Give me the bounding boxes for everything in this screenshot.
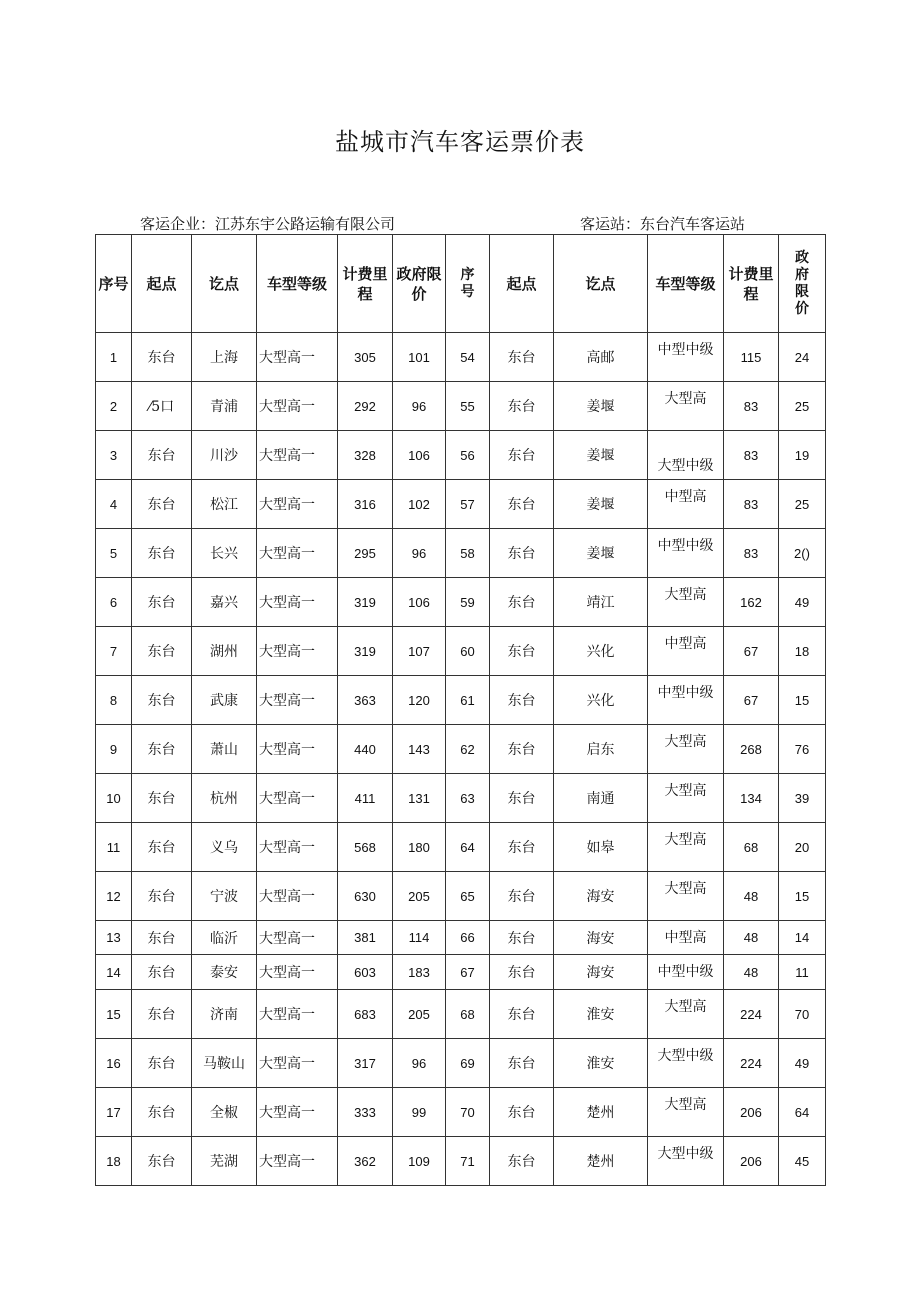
price-cell: 205 bbox=[393, 990, 446, 1039]
seq-cell: 4 bbox=[96, 480, 132, 529]
destination-cell: 义乌 bbox=[192, 823, 257, 872]
destination-cell: 萧山 bbox=[192, 725, 257, 774]
seq-cell: 13 bbox=[96, 921, 132, 955]
origin-cell-2: 东台 bbox=[490, 774, 554, 823]
origin-cell-2: 东台 bbox=[490, 1137, 554, 1186]
origin-cell: 东台 bbox=[132, 823, 192, 872]
header-destination-2: 讫点 bbox=[554, 235, 648, 333]
table-row bbox=[96, 1137, 826, 1186]
destination-cell-2: 楚州 bbox=[554, 1137, 648, 1186]
mileage-cell-2: 206 bbox=[724, 1088, 779, 1137]
table-row bbox=[96, 431, 826, 480]
origin-cell: 东台 bbox=[132, 872, 192, 921]
origin-cell-2: 东台 bbox=[490, 725, 554, 774]
destination-cell: 上海 bbox=[192, 333, 257, 382]
mileage-cell: 319 bbox=[338, 627, 393, 676]
destination-cell-2: 姜堰 bbox=[554, 382, 648, 431]
mileage-cell: 381 bbox=[338, 921, 393, 955]
grade-text: 大型高 bbox=[664, 881, 707, 897]
origin-cell-2: 东台 bbox=[490, 578, 554, 627]
mileage-cell-2: 83 bbox=[724, 431, 779, 480]
header-seq: 序号 bbox=[96, 235, 132, 333]
price-cell: 106 bbox=[393, 431, 446, 480]
seq-cell: 8 bbox=[96, 676, 132, 725]
grade-text: 中型中级 bbox=[657, 964, 714, 980]
price-cell-2: 20 bbox=[779, 823, 826, 872]
destination-cell-2: 淮安 bbox=[554, 1039, 648, 1088]
seq-cell: 5 bbox=[96, 529, 132, 578]
price-cell-2: 25 bbox=[779, 382, 826, 431]
header-seq-2: 序号 bbox=[446, 235, 490, 333]
destination-cell: 松江 bbox=[192, 480, 257, 529]
header-destination: 讫点 bbox=[192, 235, 257, 333]
seq-cell: 18 bbox=[96, 1137, 132, 1186]
origin-cell-2: 东台 bbox=[490, 823, 554, 872]
destination-cell-2: 楚州 bbox=[554, 1088, 648, 1137]
header-price: 政府限价 bbox=[393, 235, 446, 333]
seq-cell-2: 62 bbox=[446, 725, 490, 774]
mileage-cell: 630 bbox=[338, 872, 393, 921]
price-cell-2: 15 bbox=[779, 676, 826, 725]
table-row bbox=[96, 823, 826, 872]
destination-cell: 青浦 bbox=[192, 382, 257, 431]
origin-cell: 东台 bbox=[132, 921, 192, 955]
seq-cell-2: 71 bbox=[446, 1137, 490, 1186]
price-cell: 101 bbox=[393, 333, 446, 382]
mileage-cell-2: 83 bbox=[724, 382, 779, 431]
origin-cell-2: 东台 bbox=[490, 676, 554, 725]
grade-text: 大型高 bbox=[664, 832, 707, 848]
seq-cell: 2 bbox=[96, 382, 132, 431]
grade-text: 大型中级 bbox=[657, 458, 714, 474]
grade-cell-2 bbox=[648, 431, 724, 480]
destination-cell: 川沙 bbox=[192, 431, 257, 480]
destination-cell-2: 姜堰 bbox=[554, 529, 648, 578]
price-cell: 106 bbox=[393, 578, 446, 627]
mileage-cell-2: 48 bbox=[724, 872, 779, 921]
grade-cell-2 bbox=[648, 1039, 724, 1088]
destination-cell: 临沂 bbox=[192, 921, 257, 955]
destination-cell-2: 姜堰 bbox=[554, 480, 648, 529]
mileage-cell-2: 268 bbox=[724, 725, 779, 774]
origin-cell: 东台 bbox=[132, 333, 192, 382]
destination-cell: 宁波 bbox=[192, 872, 257, 921]
table-row bbox=[96, 333, 826, 382]
grade-cell-2 bbox=[648, 627, 724, 676]
grade-cell-2 bbox=[648, 872, 724, 921]
grade-cell-2 bbox=[648, 480, 724, 529]
origin-cell: 东台 bbox=[132, 725, 192, 774]
origin-cell: 东台 bbox=[132, 955, 192, 990]
seq-cell: 9 bbox=[96, 725, 132, 774]
seq-cell-2: 66 bbox=[446, 921, 490, 955]
origin-cell: 东台 bbox=[132, 627, 192, 676]
price-cell: 96 bbox=[393, 529, 446, 578]
seq-cell: 15 bbox=[96, 990, 132, 1039]
origin-cell-2: 东台 bbox=[490, 627, 554, 676]
table-row bbox=[96, 480, 826, 529]
table-row bbox=[96, 990, 826, 1039]
seq-cell-2: 64 bbox=[446, 823, 490, 872]
price-cell: 143 bbox=[393, 725, 446, 774]
origin-cell-2: 东台 bbox=[490, 955, 554, 990]
grade-cell: 大型高一 bbox=[257, 1088, 338, 1137]
price-cell-2: 49 bbox=[779, 578, 826, 627]
grade-cell-2 bbox=[648, 725, 724, 774]
mileage-cell: 362 bbox=[338, 1137, 393, 1186]
destination-cell: 济南 bbox=[192, 990, 257, 1039]
price-cell-2: 11 bbox=[779, 955, 826, 990]
grade-text: 中型高 bbox=[664, 930, 707, 946]
origin-cell-2: 东台 bbox=[490, 1088, 554, 1137]
destination-cell-2: 姜堰 bbox=[554, 431, 648, 480]
price-cell: 120 bbox=[393, 676, 446, 725]
destination-cell: 芜湖 bbox=[192, 1137, 257, 1186]
grade-cell: 大型高一 bbox=[257, 382, 338, 431]
seq-cell: 3 bbox=[96, 431, 132, 480]
mileage-cell-2: 162 bbox=[724, 578, 779, 627]
mileage-cell-2: 48 bbox=[724, 955, 779, 990]
price-cell-2: 76 bbox=[779, 725, 826, 774]
origin-cell-2: 东台 bbox=[490, 480, 554, 529]
destination-cell-2: 海安 bbox=[554, 921, 648, 955]
grade-cell: 大型高一 bbox=[257, 578, 338, 627]
mileage-cell: 305 bbox=[338, 333, 393, 382]
price-cell-2: 19 bbox=[779, 431, 826, 480]
destination-cell: 嘉兴 bbox=[192, 578, 257, 627]
header-origin: 起点 bbox=[132, 235, 192, 333]
mileage-cell: 568 bbox=[338, 823, 393, 872]
grade-cell-2 bbox=[648, 823, 724, 872]
table-row bbox=[96, 1088, 826, 1137]
mileage-cell-2: 48 bbox=[724, 921, 779, 955]
grade-cell-2 bbox=[648, 1137, 724, 1186]
destination-cell-2: 靖江 bbox=[554, 578, 648, 627]
mileage-cell-2: 134 bbox=[724, 774, 779, 823]
table-row bbox=[96, 774, 826, 823]
destination-cell-2: 淮安 bbox=[554, 990, 648, 1039]
mileage-cell: 333 bbox=[338, 1088, 393, 1137]
price-cell: 183 bbox=[393, 955, 446, 990]
price-cell-2: 39 bbox=[779, 774, 826, 823]
origin-cell: 东台 bbox=[132, 774, 192, 823]
grade-text: 大型中级 bbox=[657, 1146, 714, 1162]
seq-cell-2: 70 bbox=[446, 1088, 490, 1137]
origin-cell: 东台 bbox=[132, 1137, 192, 1186]
table-row bbox=[96, 1039, 826, 1088]
grade-cell: 大型高一 bbox=[257, 529, 338, 578]
seq-cell-2: 67 bbox=[446, 955, 490, 990]
grade-text: 大型高 bbox=[664, 587, 707, 603]
price-cell: 102 bbox=[393, 480, 446, 529]
mileage-cell: 440 bbox=[338, 725, 393, 774]
grade-cell: 大型高一 bbox=[257, 921, 338, 955]
destination-cell-2: 兴化 bbox=[554, 627, 648, 676]
grade-cell-2 bbox=[648, 774, 724, 823]
destination-cell-2: 启东 bbox=[554, 725, 648, 774]
grade-cell-2 bbox=[648, 955, 724, 990]
origin-cell: 东台 bbox=[132, 431, 192, 480]
seq-cell-2: 69 bbox=[446, 1039, 490, 1088]
table-row bbox=[96, 627, 826, 676]
seq-cell: 12 bbox=[96, 872, 132, 921]
seq-cell: 10 bbox=[96, 774, 132, 823]
origin-cell: 东台 bbox=[132, 480, 192, 529]
seq-cell-2: 63 bbox=[446, 774, 490, 823]
mileage-cell-2: 68 bbox=[724, 823, 779, 872]
seq-cell: 1 bbox=[96, 333, 132, 382]
seq-cell-2: 55 bbox=[446, 382, 490, 431]
origin-cell: 东台 bbox=[132, 676, 192, 725]
grade-cell: 大型高一 bbox=[257, 1039, 338, 1088]
mileage-cell-2: 67 bbox=[724, 627, 779, 676]
header-mileage-2: 计费里程 bbox=[724, 235, 779, 333]
price-cell: 109 bbox=[393, 1137, 446, 1186]
mileage-cell: 363 bbox=[338, 676, 393, 725]
station-label: 客运站：东台汽车客运站 bbox=[580, 215, 746, 233]
grade-text: 大型高 bbox=[664, 734, 707, 750]
destination-cell-2: 海安 bbox=[554, 872, 648, 921]
destination-cell-2: 海安 bbox=[554, 955, 648, 990]
grade-text: 大型中级 bbox=[657, 1048, 714, 1064]
price-cell-2: 70 bbox=[779, 990, 826, 1039]
grade-text: 大型高 bbox=[664, 391, 707, 407]
fare-table bbox=[95, 234, 826, 1186]
grade-cell-2 bbox=[648, 529, 724, 578]
price-cell: 180 bbox=[393, 823, 446, 872]
grade-text: 中型高 bbox=[664, 636, 707, 652]
destination-cell-2: 高邮 bbox=[554, 333, 648, 382]
mileage-cell: 603 bbox=[338, 955, 393, 990]
table-row bbox=[96, 955, 826, 990]
header-origin-2: 起点 bbox=[490, 235, 554, 333]
mileage-cell-2: 115 bbox=[724, 333, 779, 382]
origin-cell: 东台 bbox=[132, 578, 192, 627]
destination-cell-2: 如皋 bbox=[554, 823, 648, 872]
destination-cell: 马鞍山 bbox=[192, 1039, 257, 1088]
destination-cell: 武康 bbox=[192, 676, 257, 725]
grade-cell: 大型高一 bbox=[257, 333, 338, 382]
seq-cell-2: 61 bbox=[446, 676, 490, 725]
price-cell: 96 bbox=[393, 1039, 446, 1088]
grade-cell-2 bbox=[648, 333, 724, 382]
table-header-row bbox=[96, 235, 826, 333]
mileage-cell: 295 bbox=[338, 529, 393, 578]
table-row bbox=[96, 578, 826, 627]
price-cell-2: 49 bbox=[779, 1039, 826, 1088]
table-row bbox=[96, 725, 826, 774]
destination-cell: 长兴 bbox=[192, 529, 257, 578]
price-cell: 96 bbox=[393, 382, 446, 431]
price-cell-2: 18 bbox=[779, 627, 826, 676]
grade-cell: 大型高一 bbox=[257, 1137, 338, 1186]
mileage-cell-2: 83 bbox=[724, 529, 779, 578]
table-row bbox=[96, 529, 826, 578]
seq-cell-2: 65 bbox=[446, 872, 490, 921]
seq-cell-2: 58 bbox=[446, 529, 490, 578]
price-cell-2: 45 bbox=[779, 1137, 826, 1186]
price-cell-2: 25 bbox=[779, 480, 826, 529]
page-title: 盐城市汽车客运票价表 bbox=[335, 128, 585, 156]
grade-cell: 大型高一 bbox=[257, 431, 338, 480]
price-cell: 205 bbox=[393, 872, 446, 921]
table-row bbox=[96, 921, 826, 955]
grade-cell: 大型高一 bbox=[257, 823, 338, 872]
seq-cell: 11 bbox=[96, 823, 132, 872]
origin-cell-2: 东台 bbox=[490, 872, 554, 921]
mileage-cell: 328 bbox=[338, 431, 393, 480]
grade-text: 中型中级 bbox=[657, 538, 714, 554]
header-price-2: 政府限价 bbox=[779, 235, 826, 333]
grade-text: 中型中级 bbox=[657, 342, 714, 358]
seq-cell-2: 54 bbox=[446, 333, 490, 382]
origin-cell-2: 东台 bbox=[490, 1039, 554, 1088]
header-grade-2: 车型等级 bbox=[648, 235, 724, 333]
origin-cell: 东台 bbox=[132, 990, 192, 1039]
grade-text: 中型高 bbox=[664, 489, 707, 505]
table-row bbox=[96, 676, 826, 725]
price-cell: 114 bbox=[393, 921, 446, 955]
grade-cell-2 bbox=[648, 676, 724, 725]
grade-text: 大型高 bbox=[664, 783, 707, 799]
seq-cell: 17 bbox=[96, 1088, 132, 1137]
origin-cell-2: 东台 bbox=[490, 921, 554, 955]
price-cell-2: 15 bbox=[779, 872, 826, 921]
grade-cell: 大型高一 bbox=[257, 774, 338, 823]
grade-cell: 大型高一 bbox=[257, 955, 338, 990]
mileage-cell-2: 224 bbox=[724, 990, 779, 1039]
seq-cell-2: 57 bbox=[446, 480, 490, 529]
destination-cell: 全椒 bbox=[192, 1088, 257, 1137]
grade-cell-2 bbox=[648, 1088, 724, 1137]
mileage-cell-2: 206 bbox=[724, 1137, 779, 1186]
seq-cell-2: 60 bbox=[446, 627, 490, 676]
price-cell-2: 24 bbox=[779, 333, 826, 382]
grade-cell: 大型高一 bbox=[257, 725, 338, 774]
mileage-cell-2: 67 bbox=[724, 676, 779, 725]
origin-cell-2: 东台 bbox=[490, 431, 554, 480]
grade-cell-2 bbox=[648, 382, 724, 431]
mileage-cell: 319 bbox=[338, 578, 393, 627]
grade-text: 大型高 bbox=[664, 999, 707, 1015]
mileage-cell: 411 bbox=[338, 774, 393, 823]
grade-cell: 大型高一 bbox=[257, 990, 338, 1039]
grade-text: 大型高 bbox=[664, 1097, 707, 1113]
grade-cell-2 bbox=[648, 990, 724, 1039]
origin-cell: ⁄5口 bbox=[132, 382, 192, 431]
destination-cell: 湖州 bbox=[192, 627, 257, 676]
origin-cell-2: 东台 bbox=[490, 333, 554, 382]
mileage-cell: 292 bbox=[338, 382, 393, 431]
origin-cell-2: 东台 bbox=[490, 529, 554, 578]
grade-cell-2 bbox=[648, 578, 724, 627]
header-mileage: 计费里程 bbox=[338, 235, 393, 333]
mileage-cell: 317 bbox=[338, 1039, 393, 1088]
grade-cell: 大型高一 bbox=[257, 480, 338, 529]
seq-cell-2: 56 bbox=[446, 431, 490, 480]
grade-cell-2 bbox=[648, 921, 724, 955]
mileage-cell-2: 83 bbox=[724, 480, 779, 529]
origin-cell: 东台 bbox=[132, 1039, 192, 1088]
price-cell: 107 bbox=[393, 627, 446, 676]
mileage-cell: 683 bbox=[338, 990, 393, 1039]
grade-cell: 大型高一 bbox=[257, 627, 338, 676]
price-cell-2: 2() bbox=[779, 529, 826, 578]
origin-cell: 东台 bbox=[132, 1088, 192, 1137]
seq-cell-2: 68 bbox=[446, 990, 490, 1039]
origin-cell-2: 东台 bbox=[490, 990, 554, 1039]
seq-cell-2: 59 bbox=[446, 578, 490, 627]
grade-text: 中型中级 bbox=[657, 685, 714, 701]
mileage-cell: 316 bbox=[338, 480, 393, 529]
origin-cell-2: 东台 bbox=[490, 382, 554, 431]
origin-cell: 东台 bbox=[132, 529, 192, 578]
destination-cell: 杭州 bbox=[192, 774, 257, 823]
destination-cell-2: 兴化 bbox=[554, 676, 648, 725]
header-grade: 车型等级 bbox=[257, 235, 338, 333]
price-cell: 131 bbox=[393, 774, 446, 823]
table-row bbox=[96, 382, 826, 431]
price-cell-2: 64 bbox=[779, 1088, 826, 1137]
destination-cell: 泰安 bbox=[192, 955, 257, 990]
seq-cell: 16 bbox=[96, 1039, 132, 1088]
grade-cell: 大型高一 bbox=[257, 872, 338, 921]
table-row bbox=[96, 872, 826, 921]
price-cell: 99 bbox=[393, 1088, 446, 1137]
mileage-cell-2: 224 bbox=[724, 1039, 779, 1088]
seq-cell: 7 bbox=[96, 627, 132, 676]
price-cell-2: 14 bbox=[779, 921, 826, 955]
seq-cell: 14 bbox=[96, 955, 132, 990]
seq-cell: 6 bbox=[96, 578, 132, 627]
company-label: 客运企业：江苏东宇公路运输有限公司 bbox=[140, 215, 396, 233]
grade-cell: 大型高一 bbox=[257, 676, 338, 725]
destination-cell-2: 南通 bbox=[554, 774, 648, 823]
